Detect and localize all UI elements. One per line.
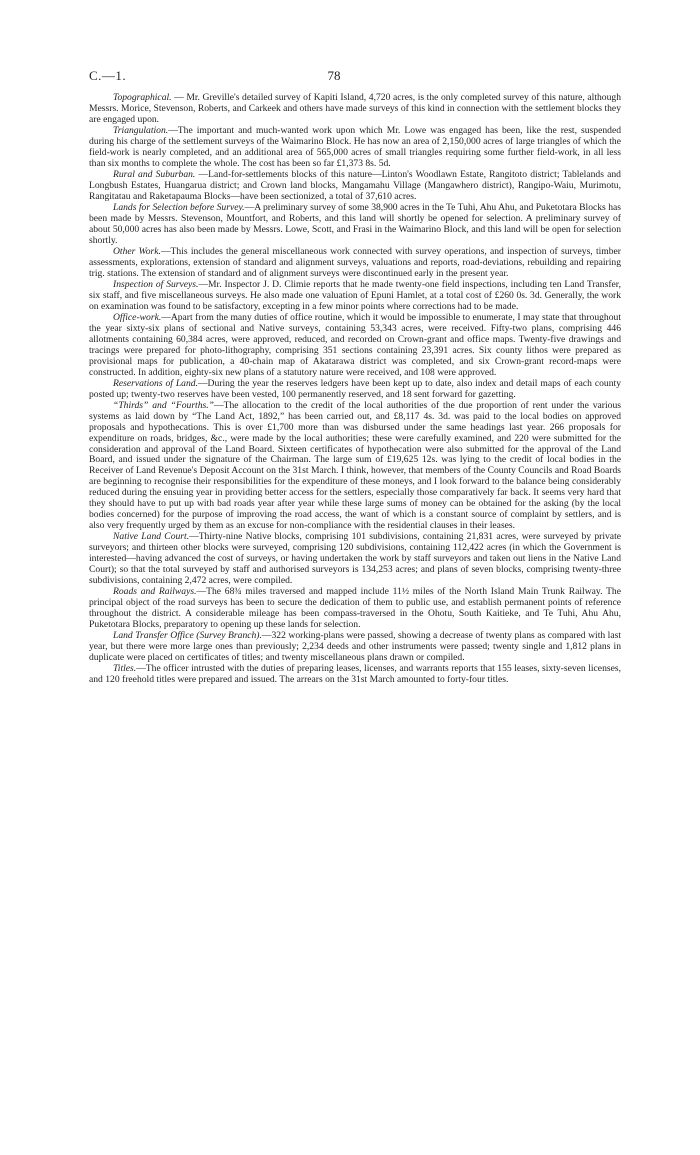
paragraph-heading: Other Work. [113, 245, 161, 257]
paragraph-other-work [89, 246, 621, 279]
page-header [89, 68, 609, 84]
paragraph-heading: Native Land Court. [113, 531, 190, 543]
paragraph-heading: Roads and Railways. [113, 586, 197, 598]
paragraph-heading: Topographical. [113, 92, 172, 103]
paragraph-heading: Office-work. [113, 311, 162, 323]
paragraph-text: —Mr. Inspector J. D. Climie reports that he made twenty-one field inspections, including ten Land Transfer, six staff, and five miscellaneous surveys. He also made one valuation of Epuni Hamlet, at a total cost of £260 0s. 3d. Generally, the work on examination was found to be satisfactory, excepting in a few minor points where corrections had to be made. [89, 278, 621, 312]
paragraph-text: —Thirty-nine Native blocks, comprising 101 subdivisions, containing 21,831 acres, were surveyed by private surveyors; and thirteen other blocks were surveyed, comprising 120 subdivisions, containing 112,422 acres (in which the Government is interested—having advanced the cost of surveys, or having undertaken the work by staff surveyors and taken out liens in the Native Land Court); so that the total surveyed by staff and authorised surveyors is 134,253 acres; and plans of seven blocks, comprising twenty-three subdivisions, containing 2,472 acres, were compiled. [89, 531, 621, 587]
paragraph-office-work [89, 312, 621, 378]
paragraph-heading: Rural and Suburban. [113, 168, 196, 180]
page-number: 78 [327, 68, 341, 83]
paragraph-text: —The 68¾ miles traversed and mapped include 11½ miles of the North Island Main Trunk Railway. The principal object of the road surveys has been to secure the dedication of them to public use, and establish permanent points of reference throughout the district. A considerable mileage has been compass-traversed in the Ohotu, South Kaitieke, and Te Tuhi, Ahu Ahu, Puketotara Blocks, preparatory to opening up these lands for selection. [89, 586, 621, 631]
paragraph-heading: Lands for Selection before Survey. [113, 201, 245, 213]
paragraph-roads-and-railways [89, 586, 621, 630]
paragraph-rural-suburban [89, 169, 621, 202]
paragraph-land-transfer-office [89, 630, 621, 663]
paragraph-text: —A preliminary survey of some 38,900 acres in the Te Tuhi, Ahu Ahu, and Puketotara Blocks has been made by Messrs. Stevenson, Mountfort, and Roberts, and this land will shortly be opened for selection. A preliminary survey of about 50,000 acres has also been made by Messrs. Lowe, Scott, and Frasi in the Waimarino Block, and this land will be open for selection shortly. [89, 201, 621, 246]
report-reference: C.—1. [89, 68, 127, 83]
paragraph-heading: “Thirds” and “Fourths.” [113, 399, 214, 411]
paragraph-text: —The officer intrusted with the duties of preparing leases, licenses, and warrants reports that 155 leases, sixty-seven licenses, and 120 freehold titles were prepared and issued. The arrears on the 31st March amounted to forty-four titles. [89, 663, 621, 686]
paragraph-heading: Reservations of Land. [113, 377, 198, 389]
paragraph-heading: Inspection of Surveys. [113, 278, 199, 290]
paragraph-text: — Mr. Greville's detailed survey of Kapiti Island, 4,720 acres, is the only completed survey of this nature, although Messrs. Morice, Stevenson, Roberts, and Carkeek and others have made surveys of this kind in connection with the settlement blocks they are engaged upon. [89, 92, 621, 125]
paragraph-text: —This includes the general miscellaneous work connected with survey operations, and inspection of surveys, timber assessments, explorations, extension of standard and alignment surveys, valuations and reports, road-deviations, rebuilding and repairing trig. stations. The extension of standard and of alignment surveys were discontinued early in the present year. [89, 245, 622, 279]
paragraph-text: —The important and much-wanted work upon which Mr. Lowe was engaged has been, like the rest, suspended during his charge of the settlement surveys of the Waimarino Block. He has now an area of 2,150,000 acres of large triangles of which the field-work is nearly completed, and an additional area of 565,000 acres of small triangles requiring some further field-work, in all less than six months to complete the whole. The cost has been so far £1,373 8s. 5d. [89, 124, 621, 169]
paragraph-text: —Apart from the many duties of office routine, which it would be impossible to enumerate, I may state that throughout the year sixty-six plans of sectional and Native surveys, containing 53,343 acres, were received. Fifty-two plans, comprising 446 allotments containing 60,384 acres, were approved, reduced, and recorded on Crown-grant and office maps. Twenty-five drawings and tracings were prepared for photo-lithography, comprising 351 sections containing 23,391 acres. Six county lithos were prepared as provisional maps for publication, a 40-chain map of Akatarawa district was completed, and six Crown-grant record-maps were constructed. In addition, eighty-six new plans of a statutory nature were received, and 108 were approved. [89, 311, 621, 378]
paragraph-heading: Titles. [113, 663, 137, 675]
paragraph-reservations-of-land [89, 378, 621, 400]
paragraph-text: —Land-for-settlements blocks of this nature—Linton's Woodlawn Estate, Rangitoto district; Tablelands and Longbush Estates, Huangarua district; and Crown land blocks, Mangamahu Village (Mangawhero district), Rangipo-Waiu, Murimotu, Rangitatau and Raketapauma Blocks—have been sectionized, a total of 37,610 acres. [89, 168, 621, 202]
paragraph-lands-for-selection [89, 202, 621, 246]
paragraph-inspection-of-surveys [89, 279, 621, 312]
paragraph-triangulation [89, 125, 621, 169]
paragraph-titles [89, 663, 621, 685]
paragraph-topographical [89, 92, 621, 125]
paragraph-heading: Land Transfer Office (Survey Branch). [113, 630, 262, 642]
paragraph-thirds-and-fourths [89, 400, 621, 532]
paragraph-text: —During the year the reserves ledgers have been kept up to date, also index and detail maps of each county posted up; twenty-two reserves have been vested, 100 permanently reserved, and 18 sent forward for gazetting. [89, 377, 621, 400]
paragraph-text: —The allocation to the credit of the local authorities of the due proportion of rent under the various systems as laid down by “The Land Act, 1892,” has been carried out, and £8,117 4s. 3d. was paid to the local bodies on approved proposals and hypothecations. This is over £1,700 more than was disbursed under the same headings last year. 266 proposals for expenditure on roads, bridges, &c., were made by the local authorities; these were carefully examined, and 220 were submitted for the consideration and approval of the Land Board. Sixteen certificates of hypothecation were also submitted for the approval of the Land Board, and issued under the signature of the Chairman. The large sum of £19,625 12s. was lying to the credit of local bodies in the Receiver of Land Revenue's Deposit Account on the 31st March. I think, however, that members of the County Councils and Road Boards are beginning to recognise their responsibilities for the expenditure of these moneys, and I look forward to the balance being considerably reduced during the ensuing year in providing better access for the settlers, especially those comparatively far back. It seems very hard that they should have to put up with bad roads year after year while these large sums of money can be obtained for the asking (by the local bodies concerned) for the purpose of improving the road access, the want of which is a constant source of complaint by settlers, and is also very frequently urged by them as an excuse for non-compliance with the residential clauses in their leases. [89, 399, 621, 532]
paragraph-heading: Triangulation. [113, 124, 169, 136]
paragraph-text: —322 working-plans were passed, showing a decrease of twenty plans as compared with last year, but there were more large ones than previously; 2,234 deeds and other instruments were passed; twenty single and 1,812 plans in duplicate were placed on certificates of titles; and twenty miscellaneous plans drawn or compiled. [89, 630, 621, 664]
report-body [89, 92, 621, 685]
paragraph-native-land-court [89, 531, 621, 586]
